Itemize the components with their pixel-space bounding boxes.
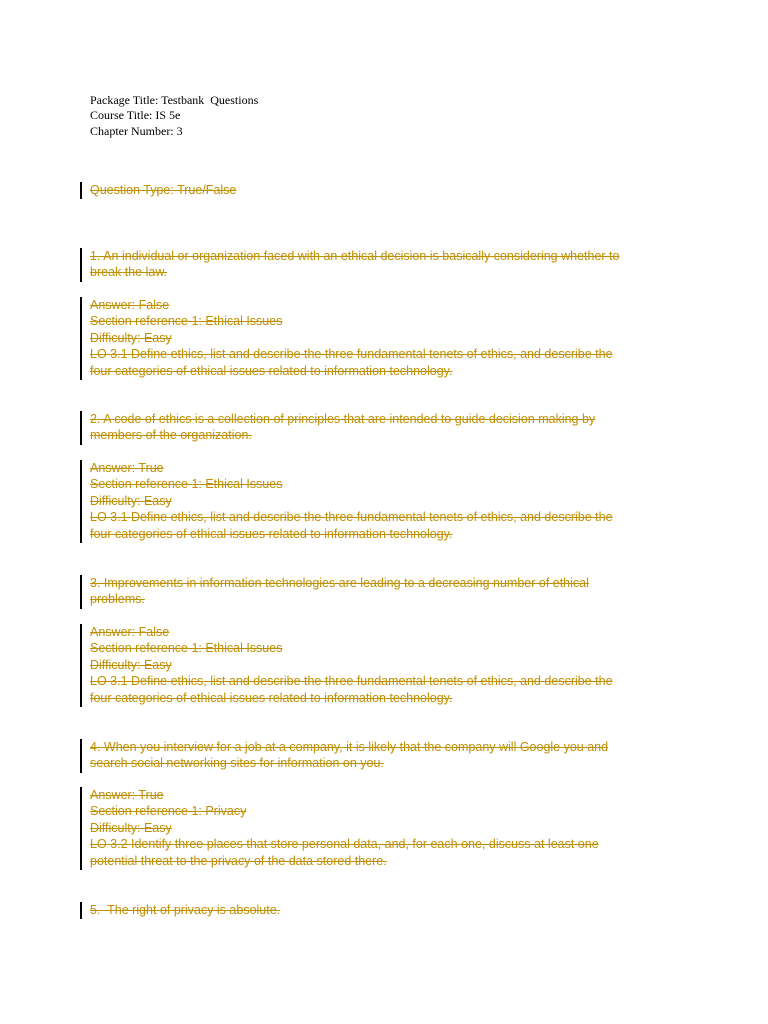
change-bar bbox=[80, 739, 82, 773]
package-title: Package Title: Testbank Questions bbox=[90, 92, 259, 107]
learning-objective-line: potential threat to the privacy of the data stored there. bbox=[90, 853, 387, 868]
question-block-1 bbox=[90, 248, 619, 281]
question-text-line: 2. A code of ethics is a collection of principles that are intended to guide decision making by bbox=[90, 412, 596, 426]
answer-line: Answer: False bbox=[90, 625, 170, 639]
difficulty-line: Difficulty: Easy bbox=[90, 820, 172, 835]
answer-block-2 bbox=[90, 460, 613, 542]
learning-objective-line: four categories of ethical issues related to information technology. bbox=[90, 690, 453, 705]
answer-block-1 bbox=[90, 297, 613, 379]
difficulty-line: Difficulty: Easy bbox=[90, 330, 172, 345]
course-title: Course Title: IS 5e bbox=[90, 108, 181, 122]
change-bar bbox=[80, 248, 82, 282]
question-text-line: 4. When you interview for a job at a company, it is likely that the company will Google you and bbox=[90, 740, 609, 754]
difficulty-line: Difficulty: Easy bbox=[90, 657, 172, 672]
change-bar bbox=[80, 182, 82, 199]
question-text-line: search social networking sites for information on you. bbox=[90, 756, 384, 771]
difficulty-line: Difficulty: Easy bbox=[90, 493, 172, 508]
learning-objective-line: four categories of ethical issues related to information technology. bbox=[90, 363, 453, 378]
question-block-4 bbox=[90, 739, 608, 772]
answer-line: Answer: False bbox=[90, 298, 170, 312]
section-reference-line: Section reference 1: Ethical Issues bbox=[90, 314, 283, 329]
learning-objective-line: LO 3.2 Identify three places that store personal data, and, for each one, discuss at least one bbox=[90, 837, 599, 852]
section-reference-line: Section reference 1: Ethical Issues bbox=[90, 641, 283, 656]
answer-block-3 bbox=[90, 624, 613, 706]
chapter-number: Chapter Number: 3 bbox=[90, 123, 183, 138]
section-reference-line: Section reference 1: Ethical Issues bbox=[90, 477, 283, 492]
change-bar bbox=[80, 902, 82, 919]
change-bar bbox=[80, 297, 82, 380]
change-bar bbox=[80, 460, 82, 543]
learning-objective-line: LO 3.1 Define ethics, list and describe the three fundamental tenets of ethics, and describe the bbox=[90, 347, 613, 362]
answer-block-4 bbox=[90, 787, 599, 869]
question-type-label: Question Type: True/False bbox=[90, 183, 237, 197]
question-text-line: members of the organization. bbox=[90, 428, 252, 443]
learning-objective-line: four categories of ethical issues related to information technology. bbox=[90, 526, 453, 541]
question-text-line: problems. bbox=[90, 592, 145, 607]
question-type-block bbox=[90, 182, 236, 198]
document-header bbox=[90, 93, 258, 140]
answer-line: Answer: True bbox=[90, 461, 164, 475]
change-bar bbox=[80, 624, 82, 707]
question-block-2 bbox=[90, 411, 595, 444]
question-text-line: 3. Improvements in information technologies are leading to a decreasing number of ethical bbox=[90, 576, 589, 590]
question-text-line: break the law. bbox=[90, 265, 168, 280]
learning-objective-line: LO 3.1 Define ethics, list and describe the three fundamental tenets of ethics, and describe the bbox=[90, 510, 613, 525]
question-block-3 bbox=[90, 575, 589, 608]
learning-objective-line: LO 3.1 Define ethics, list and describe the three fundamental tenets of ethics, and describe the bbox=[90, 674, 613, 689]
question-text-line: 1. An individual or organization faced with an ethical decision is basically considering whether to bbox=[90, 249, 620, 263]
change-bar bbox=[80, 787, 82, 870]
change-bar bbox=[80, 575, 82, 609]
question-block-5 bbox=[90, 902, 280, 918]
section-reference-line: Section reference 1: Privacy bbox=[90, 804, 247, 819]
answer-line: Answer: True bbox=[90, 788, 164, 802]
question-text-line: 5. The right of privacy is absolute. bbox=[90, 903, 281, 917]
change-bar bbox=[80, 411, 82, 445]
